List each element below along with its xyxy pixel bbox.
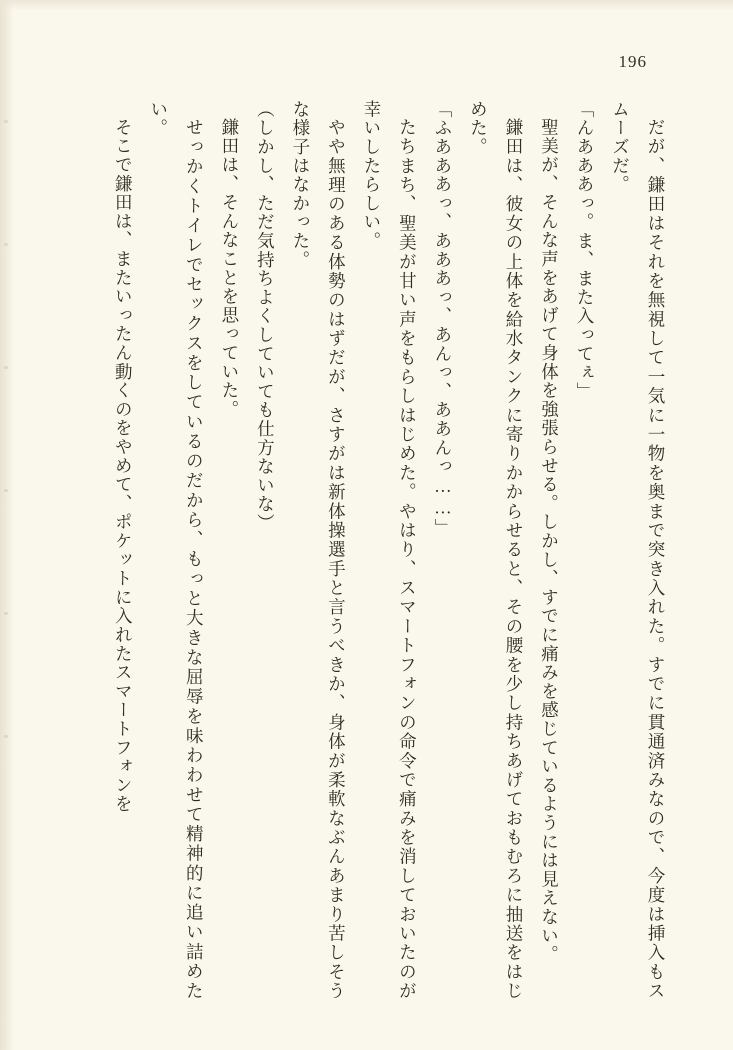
paragraph: 「んあああっ。ま、また入ってぇ」	[574, 100, 595, 401]
paragraph: たちまち、聖美が甘い声をもらしはじめた。やはり、スマートフォンの命令で痛みを消しておいたのが幸いしたらしい。	[361, 100, 418, 1000]
paragraph: 鎌田は、そんなことを思っていた。	[219, 117, 240, 419]
paragraph: 鎌田は、彼女の上体を給水タンクに寄りかからせると、その腰を少し持ちあげておもむろに抽送をはじめた。	[468, 100, 524, 1000]
paragraph: そこで鎌田は、またいったん動くのをやめて、ポケットに入れたスマートフォンを	[113, 117, 134, 814]
page-body-text	[60, 100, 673, 1000]
page-number: 196	[618, 52, 647, 71]
paragraph: やや無理のある体勢のはずだが、さすがは新体操選手と言うべきか、身体が柔軟なぶんあまり苦しそうな様子はなかった。	[290, 100, 347, 1000]
paragraph: 聖美が、そんな声をあげて身体を強張らせる。しかし、すでに痛みを感じているようには見えない。	[539, 117, 560, 964]
paragraph: せっかくトイレでセックスをしているのだから、もっと大きな屈辱を味わわせて精神的に追い詰めたい。	[148, 100, 205, 1000]
paragraph: だが、鎌田はそれを無視して一気に一物を奥まで突き入れた。すでに貫通済みなので、今度は挿入もスムーズだ。	[610, 100, 666, 1000]
paragraph: （しかし、ただ気持ちよくしていても仕方ないな）	[255, 100, 276, 533]
paragraph: 「ふあああっ、あああっ、あんっ、ああんっ……」	[432, 100, 453, 538]
